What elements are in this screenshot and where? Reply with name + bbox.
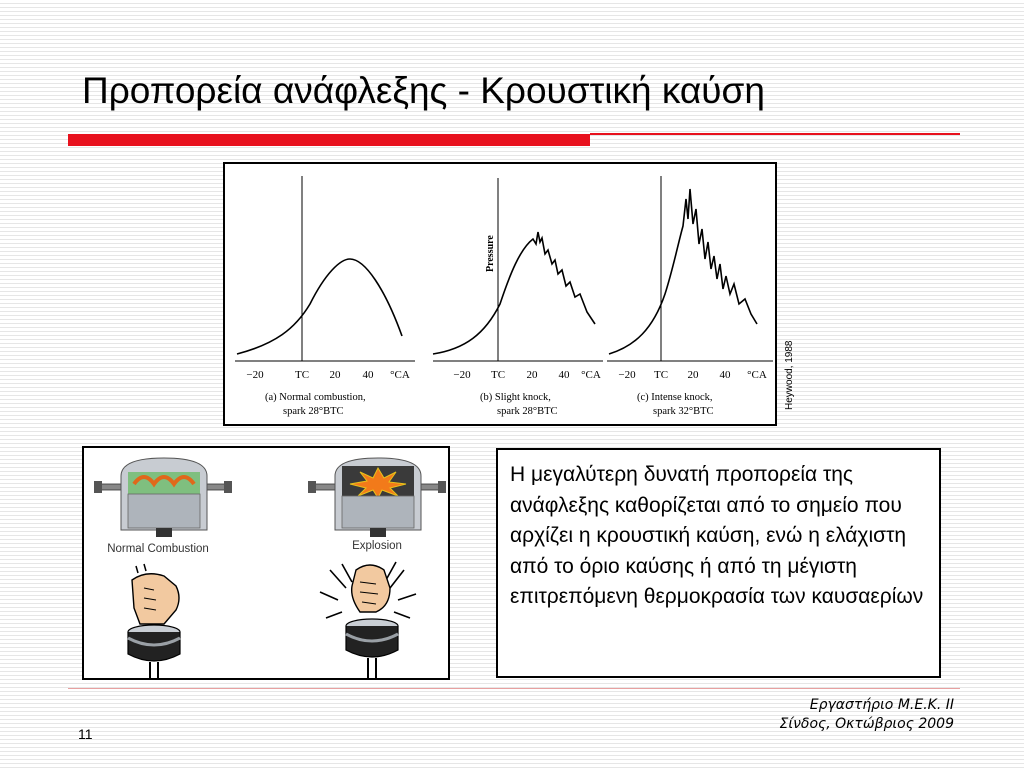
panel-c-tick: °CA <box>747 369 767 381</box>
page-number: 11 <box>78 726 93 742</box>
panel-a-tick: −20 <box>246 369 264 381</box>
panel-slight-knock <box>433 178 603 417</box>
hand-gentle-icon <box>128 564 180 680</box>
panel-normal-combustion <box>235 176 415 417</box>
panel-a-tick: 20 <box>329 369 341 381</box>
panel-c-caption: (c) Intense knock, <box>637 392 713 403</box>
panel-b-tick: °CA <box>581 369 601 381</box>
title-underline-thin <box>590 133 960 135</box>
panel-a-tick: 40 <box>362 369 374 381</box>
slide-title: Προπορεία ανάφλεξης - Κρουστική καύση <box>82 70 765 111</box>
panel-a-caption: spark 28°BTC <box>283 406 344 417</box>
explanation-text: Η μεγαλύτερη δυνατή προπορεία της ανάφλεξης καθορίζεται από το σημείο που αρχίζει η κρουστική καύση, ενώ η ελάχιστη από το όριο καύσης ή από τη μέγιστη επιτρεπόμενη θερμοκρασία των καυσαερίων <box>510 463 924 608</box>
panel-b-tick: −20 <box>453 369 471 381</box>
panel-a-caption: (a) Normal combustion, <box>265 392 366 403</box>
combustion-illustration <box>82 446 450 680</box>
normal-combustion-label: Normal Combustion <box>107 543 209 555</box>
panel-c-tick: 20 <box>687 369 699 381</box>
panel-c-tick: −20 <box>618 369 636 381</box>
panel-c-caption: spark 32°BTC <box>653 406 714 417</box>
footer-divider <box>68 688 960 689</box>
figure-credit: Heywood, 1988 <box>784 340 795 410</box>
panel-a-tick: TC <box>294 369 310 381</box>
explanation-text-box <box>496 448 941 678</box>
panel-b-tick: 20 <box>526 369 538 381</box>
title-underline-bar <box>68 134 590 146</box>
footer-lab-name: Εργαστήριο Μ.Ε.Κ. ΙΙ <box>809 697 954 713</box>
panel-b-caption: (b) Slight knock, <box>480 392 551 403</box>
normal-combustion-cylinder-icon <box>94 458 232 537</box>
panel-a-tick: °CA <box>390 369 410 381</box>
pressure-axis-label: Pressure <box>485 235 496 272</box>
panel-b-tick: 40 <box>558 369 570 381</box>
panel-c-tick: TC <box>653 369 669 381</box>
footer-location-date: Σίνδος, Οκτώβριος 2009 <box>779 716 954 732</box>
panel-b-caption: spark 28°BTC <box>497 406 558 417</box>
panel-intense-knock <box>607 176 773 417</box>
hand-pounding-icon <box>320 562 416 680</box>
explosion-label: Explosion <box>352 540 402 552</box>
pressure-curves-figure <box>223 162 777 426</box>
explosion-cylinder-icon <box>308 458 446 537</box>
footer <box>780 696 955 734</box>
panel-b-tick: TC <box>490 369 506 381</box>
panel-c-tick: 40 <box>719 369 731 381</box>
